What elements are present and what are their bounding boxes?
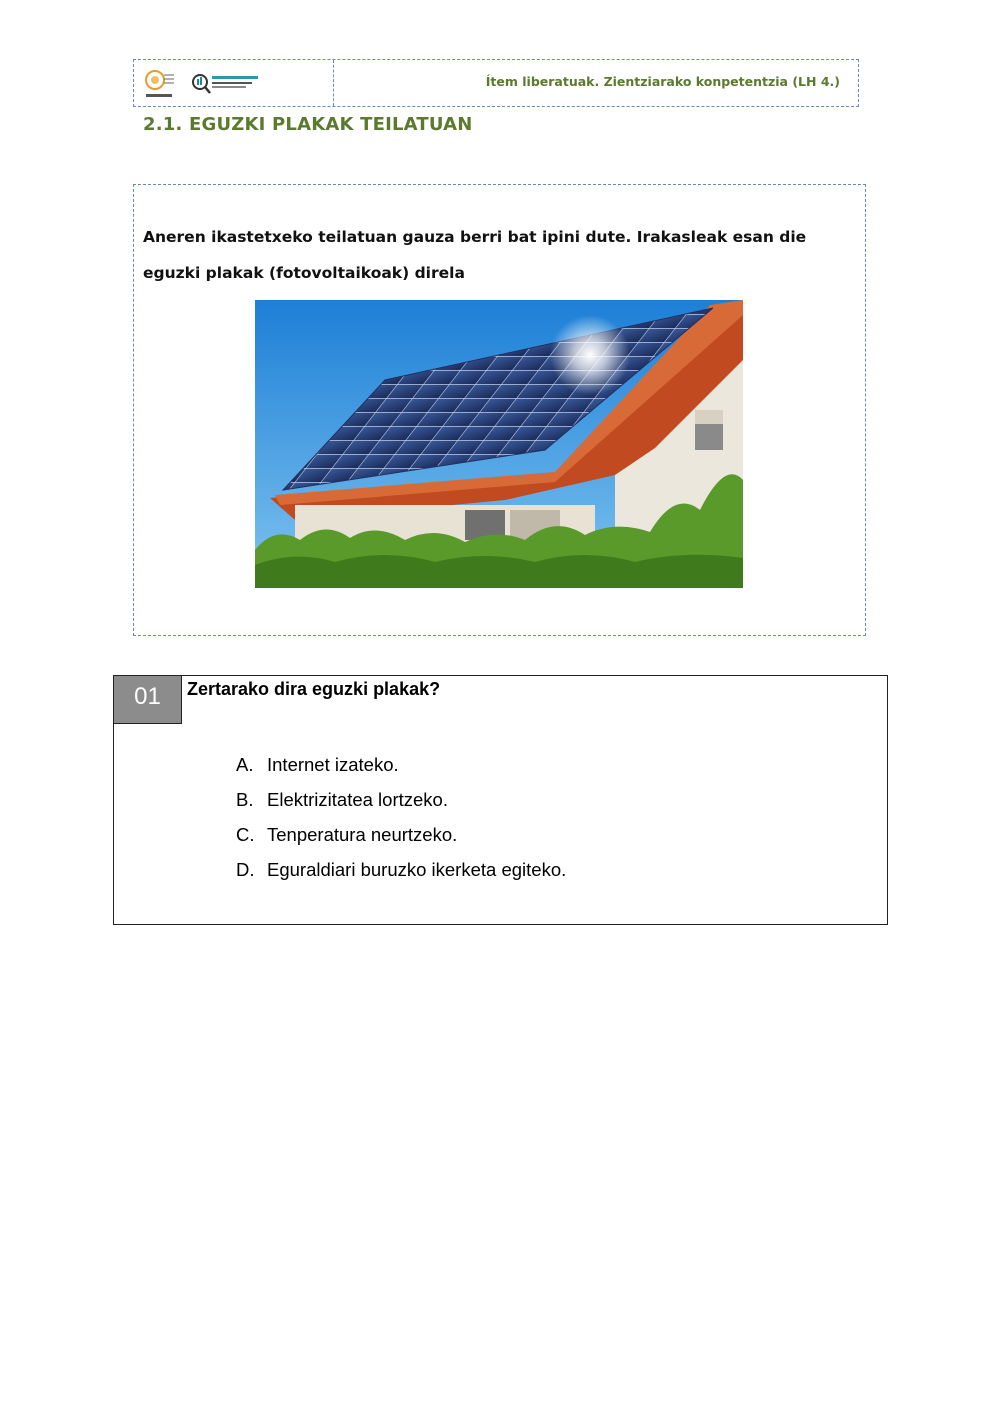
section-title: 2.1. EGUZKI PLAKAK TEILATUAN — [143, 114, 473, 135]
context-box — [133, 184, 866, 636]
option-letter: A. — [236, 754, 254, 775]
answer-option-c[interactable] — [236, 817, 566, 852]
question-box — [113, 675, 888, 925]
answer-option-b[interactable] — [236, 782, 566, 817]
header-divider — [333, 60, 334, 106]
question-text: Zertarako dira eguzki plakak? — [187, 679, 441, 699]
house-solar-panels-photo — [255, 300, 743, 588]
option-text: Elektrizitatea lortzeko. — [267, 789, 448, 810]
answer-options — [236, 747, 566, 887]
option-text: Eguraldiari buruzko ikerketa egiteko. — [267, 859, 567, 880]
answer-option-d[interactable] — [236, 852, 566, 887]
option-text: Tenperatura neurtzeko. — [267, 824, 458, 845]
question-number: 01 — [114, 676, 182, 724]
page-header — [133, 59, 859, 107]
option-letter: C. — [236, 824, 255, 845]
diagnostic-evaluation-logo-icon — [190, 70, 262, 98]
answer-option-a[interactable] — [236, 747, 566, 782]
context-paragraph: Aneren ikastetxeko teilatuan gauza berri bat ipini dute. Irakasleak esan die eguzki plakak (fotovoltaikoak) direla — [143, 228, 807, 282]
ieei-isei-logo-icon — [142, 68, 176, 100]
header-subtitle: Ítem liberatuak. Zientziarako konpetentzia (LH 4.) — [485, 74, 840, 89]
option-letter: D. — [236, 859, 255, 880]
option-text: Internet izateko. — [267, 754, 399, 775]
option-letter: B. — [236, 789, 254, 810]
